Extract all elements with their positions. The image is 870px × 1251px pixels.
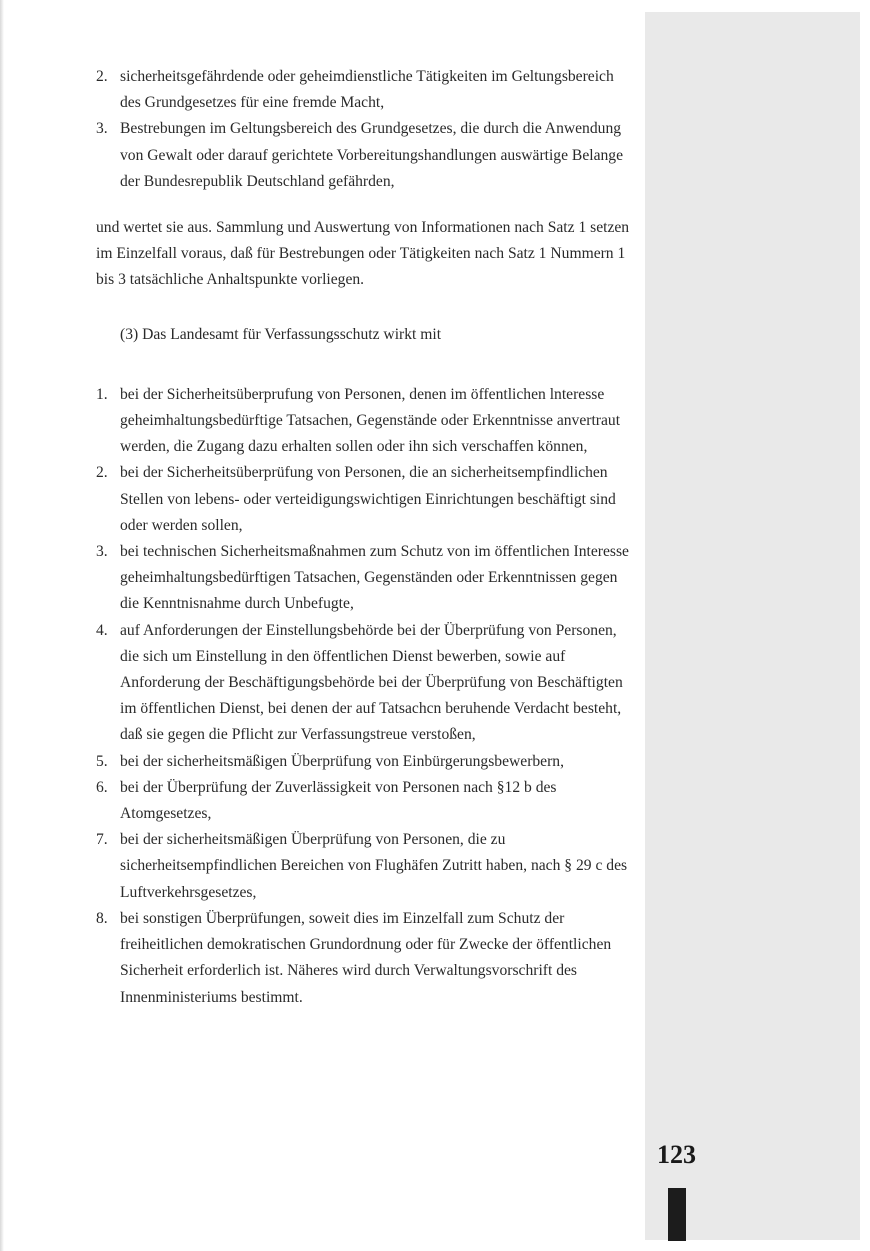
- section-subheading: (3) Das Landesamt für Verfassungsschutz wirkt mit: [120, 325, 442, 343]
- list-item-number: 7.: [96, 831, 108, 849]
- list-item: [96, 64, 636, 116]
- list-item-text: bei der sicherheitsmäßigen Überprüfung von Einbürgerungsbewerbern,: [120, 752, 564, 770]
- list-a: [96, 64, 636, 195]
- list-item: [96, 116, 636, 195]
- list-item-number: 2.: [96, 464, 108, 482]
- list-item: [96, 618, 636, 749]
- list-item-text: bei technischen Sicherheitsmaßnahmen zum Schutz von im öffentlichen Interesse geheimhaltungsbedürftigen Tatsachen, Gegenständen oder Erkenntnissen gegen die Kenntnisnahme durch Unbefugte,: [120, 543, 629, 613]
- list-item: [96, 539, 636, 618]
- list-item-number: 6.: [96, 778, 108, 796]
- list-item: [96, 827, 636, 906]
- list-item-text: Bestrebungen im Geltungsbereich des Grundgesetzes, die durch die Anwendung von Gewalt oder darauf gerichtete Vorbereitungshandlungen auswärtige Belange der Bundesrepublik Deutschland gefährden,: [120, 120, 624, 190]
- list-b: [96, 382, 636, 1011]
- page-margin-band: [645, 12, 860, 1240]
- scan-left-edge: [0, 0, 4, 1251]
- list-item-number: 3.: [96, 543, 108, 561]
- list-item: [96, 460, 636, 539]
- list-item-text: auf Anforderungen der Einstellungsbehörde bei der Überprüfung von Personen, die sich um Einstellung in den öffentlichen Dienst bewerben, sowie auf Anforderung der Beschäftigungsbehörde bei der Überprüfung von Beschäftigten im öffentlichen Dienst, bei denen der auf Tatsachcn beruhende Verdacht besteht, daß sie gegen die Pflicht zur Verfassungstreue verstoßen,: [120, 621, 623, 744]
- list-item: [96, 906, 636, 1011]
- list-item: [96, 749, 636, 775]
- chapter-thumb-marker: [668, 1188, 686, 1241]
- page-content: [96, 64, 636, 1011]
- list-item-number: 8.: [96, 909, 108, 927]
- list-item-number: 4.: [96, 621, 108, 639]
- list-item-text: bei der sicherheitsmäßigen Überprüfung von Personen, die zu sicherheitsempfindlichen Bereichen von Flughäfen Zutritt haben, nach § 29 c des Luftverkehrsgesetzes,: [120, 831, 628, 901]
- list-item-text: bei der Sicherheitsüberprufung von Personen, denen im öffentlichen lnteresse geheimhaltungsbedürftige Tatsachen, Gegenstände oder Erkenntnisse anvertraut werden, die Zugang dazu erhalten sollen oder ihn sich verschaffen können,: [120, 385, 621, 456]
- list-item-text: sicherheitsgefährdende oder geheimdienstliche Tätigkeiten im Geltungsbereich des Grundgesetzes für eine fremde Macht,: [120, 68, 614, 112]
- page-number: 123: [657, 1140, 696, 1169]
- list-item-text: bei sonstigen Überprüfungen, soweit dies im Einzelfall zum Schutz der freiheitlichen demokratischen Grundordnung oder für Zwecke der öffentlichen Sicherheit erforderlich ist. Näheres wird durch Verwaltungsvorschrift des Innenministeriums bestimmt.: [120, 909, 612, 1006]
- body-paragraph: und wertet sie aus. Sammlung und Auswertung von Informationen nach Satz 1 setzen im Einzelfall voraus, daß für Bestrebungen oder Tätigkeiten nach Satz 1 Nummern 1 bis 3 tatsächliche Anhaltspunkte vorliegen.: [96, 219, 630, 289]
- list-item-number: 2.: [96, 68, 108, 85]
- list-item: [96, 775, 636, 827]
- list-item-number: 3.: [96, 120, 108, 138]
- list-item-text: bei der Überprüfung der Zuverlässigkeit von Personen nach §12 b des Atomgesetzes,: [120, 778, 557, 823]
- list-item-number: 5.: [96, 752, 108, 770]
- list-item-text: bei der Sicherheitsüberprüfung von Personen, die an sicherheitsempfindlichen Stellen von lebens- oder verteidigungswichtigen Einrichtungen beschäftigt sind oder werden sollen,: [120, 464, 616, 534]
- list-item: [96, 382, 636, 461]
- list-item-number: 1.: [96, 385, 108, 403]
